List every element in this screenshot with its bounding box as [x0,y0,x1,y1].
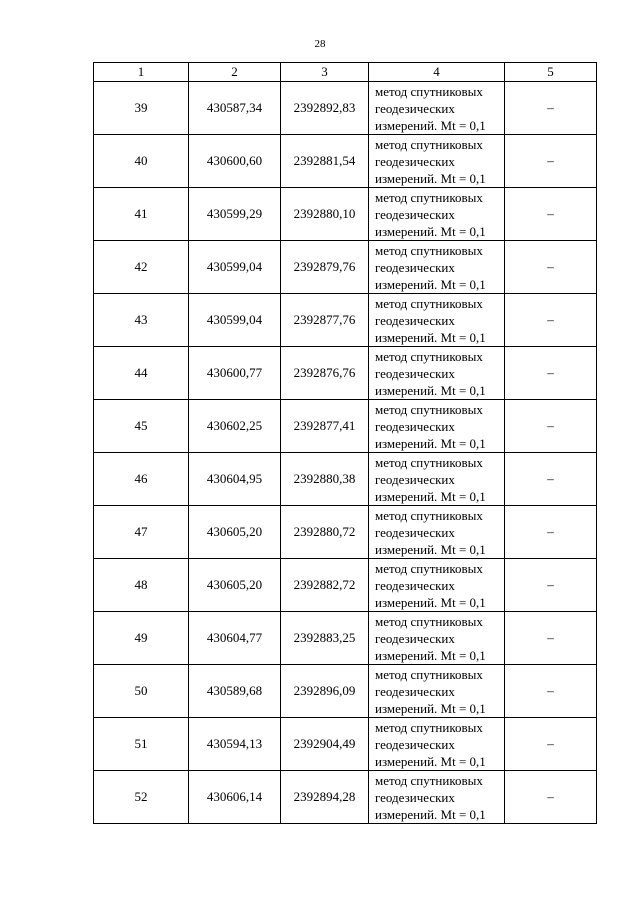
method-line-2: геодезических [375,312,455,328]
point-number-cell: 43 [94,294,189,347]
table-row [94,559,597,612]
method-line-2: геодезических [375,524,455,540]
method-line-2: геодезических [375,736,455,752]
point-number-cell: 40 [94,135,189,188]
y-coordinate-cell: 2392894,28 [281,771,369,824]
method-line-2: геодезических [375,206,455,222]
point-number-cell: 48 [94,559,189,612]
method-line-3: измерений. Mt = 0,1 [375,541,486,557]
table-row [94,453,597,506]
table-row [94,665,597,718]
table-row [94,347,597,400]
method-line-2: геодезических [375,100,455,116]
note-cell: – [505,559,597,612]
x-coordinate-cell: 430599,04 [189,294,281,347]
method-line-2: геодезических [375,153,455,169]
point-number-cell: 45 [94,400,189,453]
header-col-2: 2 [189,63,281,82]
method-line-3: измерений. Mt = 0,1 [375,700,486,716]
note-cell: – [505,347,597,400]
y-coordinate-cell: 2392904,49 [281,718,369,771]
note-cell: – [505,506,597,559]
point-number-cell: 50 [94,665,189,718]
x-coordinate-cell: 430604,77 [189,612,281,665]
note-cell: – [505,612,597,665]
method-line-1: метод спутниковых [375,136,483,152]
y-coordinate-cell: 2392876,76 [281,347,369,400]
method-line-1: метод спутниковых [375,348,483,364]
method-cell [369,347,505,400]
note-cell: – [505,294,597,347]
method-line-3: измерений. Mt = 0,1 [375,170,486,186]
x-coordinate-cell: 430599,04 [189,241,281,294]
point-number-cell: 44 [94,347,189,400]
point-number-cell: 49 [94,612,189,665]
method-line-1: метод спутниковых [375,401,483,417]
method-line-2: геодезических [375,683,455,699]
x-coordinate-cell: 430602,25 [189,400,281,453]
table-row [94,82,597,135]
method-line-3: измерений. Mt = 0,1 [375,276,486,292]
method-line-2: геодезических [375,259,455,275]
point-number-cell: 51 [94,718,189,771]
y-coordinate-cell: 2392896,09 [281,665,369,718]
table-row [94,241,597,294]
header-col-4: 4 [369,63,505,82]
method-line-2: геодезических [375,365,455,381]
x-coordinate-cell: 430604,95 [189,453,281,506]
table-row [94,188,597,241]
x-coordinate-cell: 430600,77 [189,347,281,400]
x-coordinate-cell: 430587,34 [189,82,281,135]
page-number: 28 [314,38,326,50]
point-number-cell: 41 [94,188,189,241]
header-row [94,63,597,82]
method-line-3: измерений. Mt = 0,1 [375,647,486,663]
point-number-cell: 39 [94,82,189,135]
note-cell: – [505,771,597,824]
x-coordinate-cell: 430594,13 [189,718,281,771]
method-line-3: измерений. Mt = 0,1 [375,806,486,822]
method-line-3: измерений. Mt = 0,1 [375,594,486,610]
method-line-1: метод спутниковых [375,613,483,629]
method-line-3: измерений. Mt = 0,1 [375,753,486,769]
method-cell [369,400,505,453]
note-cell: – [505,82,597,135]
note-cell: – [505,400,597,453]
table-row [94,506,597,559]
note-cell: – [505,188,597,241]
table-row [94,612,597,665]
method-line-3: измерений. Mt = 0,1 [375,223,486,239]
y-coordinate-cell: 2392880,10 [281,188,369,241]
method-cell [369,718,505,771]
method-line-2: геодезических [375,471,455,487]
table-row [94,771,597,824]
x-coordinate-cell: 430606,14 [189,771,281,824]
method-line-1: метод спутниковых [375,242,483,258]
header-col-3: 3 [281,63,369,82]
table-row [94,294,597,347]
y-coordinate-cell: 2392892,83 [281,82,369,135]
note-cell: – [505,453,597,506]
y-coordinate-cell: 2392877,41 [281,400,369,453]
method-cell [369,506,505,559]
method-cell [369,559,505,612]
table-row [94,400,597,453]
method-cell [369,135,505,188]
method-line-1: метод спутниковых [375,507,483,523]
note-cell: – [505,718,597,771]
method-line-3: измерений. Mt = 0,1 [375,488,486,504]
header-col-1: 1 [94,63,189,82]
table-row [94,135,597,188]
method-line-2: геодезических [375,577,455,593]
method-line-2: геодезических [375,789,455,805]
y-coordinate-cell: 2392883,25 [281,612,369,665]
method-line-1: метод спутниковых [375,454,483,470]
x-coordinate-cell: 430599,29 [189,188,281,241]
x-coordinate-cell: 430600,60 [189,135,281,188]
method-line-1: метод спутниковых [375,666,483,682]
method-cell [369,188,505,241]
method-line-3: измерений. Mt = 0,1 [375,117,486,133]
note-cell: – [505,135,597,188]
table-row [94,718,597,771]
method-line-3: измерений. Mt = 0,1 [375,435,486,451]
header-col-5: 5 [505,63,597,82]
y-coordinate-cell: 2392882,72 [281,559,369,612]
method-cell [369,453,505,506]
y-coordinate-cell: 2392881,54 [281,135,369,188]
method-line-3: измерений. Mt = 0,1 [375,382,486,398]
method-line-1: метод спутниковых [375,719,483,735]
x-coordinate-cell: 430589,68 [189,665,281,718]
method-cell [369,294,505,347]
point-number-cell: 46 [94,453,189,506]
method-cell [369,612,505,665]
method-line-1: метод спутниковых [375,189,483,205]
method-line-2: геодезических [375,630,455,646]
method-line-2: геодезических [375,418,455,434]
table-header [94,63,597,82]
point-number-cell: 42 [94,241,189,294]
note-cell: – [505,241,597,294]
method-line-1: метод спутниковых [375,295,483,311]
y-coordinate-cell: 2392879,76 [281,241,369,294]
method-line-1: метод спутниковых [375,83,483,99]
y-coordinate-cell: 2392880,38 [281,453,369,506]
table-body [94,82,597,824]
point-number-cell: 52 [94,771,189,824]
method-line-3: измерений. Mt = 0,1 [375,329,486,345]
y-coordinate-cell: 2392877,76 [281,294,369,347]
method-cell [369,665,505,718]
method-cell [369,82,505,135]
x-coordinate-cell: 430605,20 [189,559,281,612]
x-coordinate-cell: 430605,20 [189,506,281,559]
method-line-1: метод спутниковых [375,560,483,576]
coordinates-table [93,62,597,824]
method-cell [369,771,505,824]
method-cell [369,241,505,294]
y-coordinate-cell: 2392880,72 [281,506,369,559]
note-cell: – [505,665,597,718]
point-number-cell: 47 [94,506,189,559]
method-line-1: метод спутниковых [375,772,483,788]
